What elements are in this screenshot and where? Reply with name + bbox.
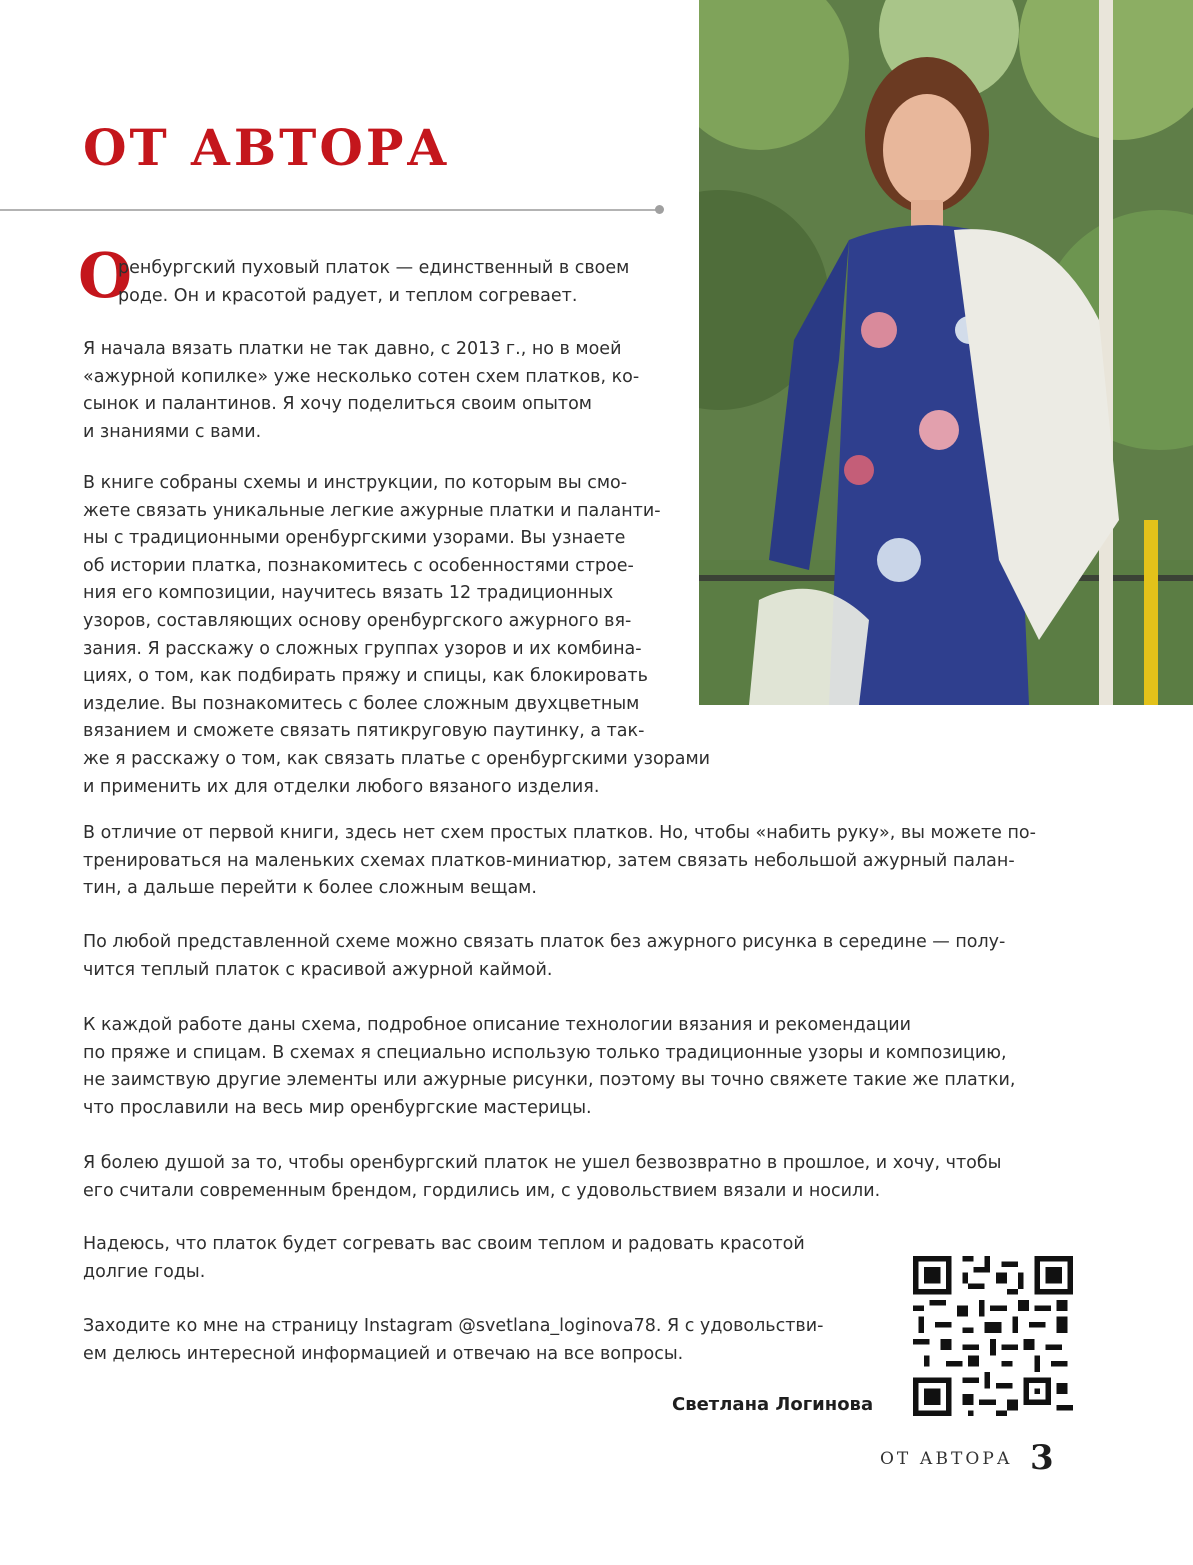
text-line: чится теплый платок с красивой ажурной каймой. [83, 959, 553, 980]
text-line: зания. Я расскажу о сложных группах узоров и их комбина- [83, 638, 642, 659]
text-line: жете связать уникальные легкие ажурные платки и паланти- [83, 500, 661, 521]
text-line: тин, а дальше перейти к более сложным вещам. [83, 878, 537, 899]
text-line: узоров, составляющих основу оренбургского ажурного вя- [83, 610, 632, 631]
page-number: 3 [1030, 1438, 1054, 1478]
text-line: К каждой работе даны схема, подробное описание технологии вязания и рекомендации [83, 1015, 912, 1035]
text-line: По любой представленной схеме можно связать платок без ажурного рисунка в середине — полу- [83, 932, 1006, 952]
text-line: Я начала вязать платки не так давно, с 2013 г., но в моей [83, 339, 622, 359]
qr-code[interactable] [913, 1256, 1073, 1416]
text-line: ренбургский пуховый платок — единственный в своем [118, 258, 630, 278]
paragraph [83, 470, 710, 801]
intro-paragraph [118, 255, 629, 310]
text-line: и знаниями с вами. [83, 421, 262, 442]
text-line: об истории платка, познакомитесь с особенностями строе- [83, 555, 634, 576]
text-line: же я расскажу о том, как связать платье с оренбургскими узорами [83, 748, 711, 769]
text-line: циях, о том, как подбирать пряжу и спицы, как блокировать [83, 666, 648, 687]
text-line: изделие. Вы познакомитесь с более сложным двухцветным [83, 693, 640, 714]
author-photo [699, 0, 1193, 705]
drop-cap-letter: О [78, 239, 133, 312]
text-line: В отличие от первой книги, здесь нет схем простых платков. Но, чтобы «набить руку», вы можете по- [83, 823, 1036, 843]
text-line: роде. Он и красотой радует, и теплом согревает. [118, 285, 578, 306]
text-line: не заимствую другие элементы или ажурные рисунки, поэтому вы точно свяжете такие же платки, [83, 1070, 1016, 1091]
text-line: сынок и палантинов. Я хочу поделиться своим опытом [83, 394, 593, 415]
text-line: Я болею душой за то, чтобы оренбургский платок не ушел безвозвратно в прошлое, и хочу, чтобы [83, 1153, 1002, 1173]
text-line: тренироваться на маленьких схемах платков-миниатюр, затем связать небольшой ажурный палан- [83, 850, 1015, 871]
text-line: Надеюсь, что платок будет согревать вас своим теплом и радовать красотой [83, 1234, 805, 1254]
page-title: ОТ АВТОРА [83, 118, 451, 177]
author-signature: Светлана Логинова [672, 1394, 874, 1415]
paragraph [83, 1012, 1015, 1122]
text-line: вязанием и сможете связать пятикруговую паутинку, а так- [83, 721, 645, 742]
text-line: по пряже и спицам. В схемах я специально использую только традиционные узоры и композицию, [83, 1042, 1007, 1063]
title-divider [0, 209, 658, 211]
footer-section-title: ОТ АВТОРА [880, 1449, 1013, 1469]
text-line: В книге собраны схемы и инструкции, по которым вы смо- [83, 473, 628, 493]
paragraph [83, 929, 1005, 984]
text-line: долгие годы. [83, 1261, 206, 1282]
text-line: «ажурной копилке» уже несколько сотен схем платков, ко- [83, 366, 640, 387]
text-line: ем делюсь интересной информацией и отвечаю на все вопросы. [83, 1343, 684, 1364]
text-line: и применить их для отделки любого вязаного изделия. [83, 776, 600, 797]
text-line: ны с традиционными оренбургскими узорами. Вы узнаете [83, 528, 626, 549]
text-line: Заходите ко мне на страницу Instagram @svetlana_loginova78. Я с удовольстви- [83, 1316, 824, 1336]
paragraph [83, 1231, 805, 1286]
paragraph [83, 1313, 823, 1368]
text-line: что прославили на весь мир оренбургские мастерицы. [83, 1097, 592, 1118]
text-line: его считали современным брендом, гордились им, с удовольствием вязали и носили. [83, 1180, 881, 1201]
text-line: ния его композиции, научитесь вязать 12 традиционных [83, 583, 614, 604]
paragraph [83, 336, 639, 446]
drop-cap [78, 239, 133, 312]
paragraph [83, 820, 1036, 903]
paragraph [83, 1150, 1001, 1205]
divider-dot [655, 205, 664, 214]
